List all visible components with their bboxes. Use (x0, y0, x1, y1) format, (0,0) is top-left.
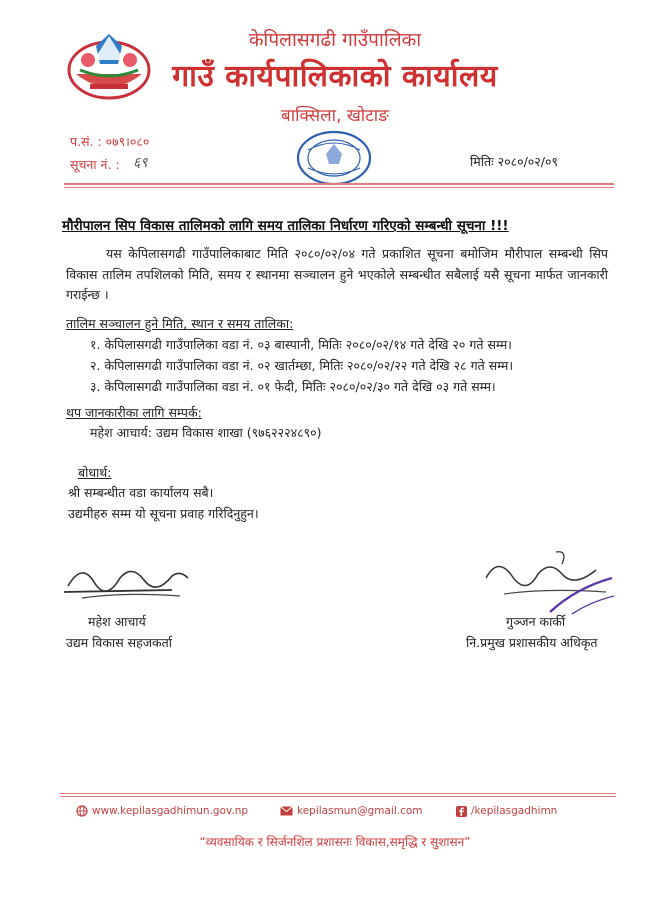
document-date: मितिः २०८०/०२/०९ (470, 154, 558, 169)
facebook-icon (456, 806, 467, 817)
cc-line: श्री सम्बन्धीत वडा कार्यालय सबै। (68, 485, 214, 500)
footer-email-text: kepilasmun@gmail.com (297, 805, 423, 817)
contact-person: महेश आचार्य: उद्यम विकास शाखा (९७६२२२४८९०) (90, 425, 322, 440)
schedule-item: २. केपिलासगढी गाउँपालिका वडा नं. ०२ खार्तम्छा, मितिः २०८०/०२/२२ गते देखि २८ गते सम्म। (90, 358, 514, 373)
notice-number: ६९ (133, 155, 148, 171)
footer-facebook[interactable] (456, 805, 557, 817)
footer-slogan: “व्यवसायिक र सिर्जनशिल प्रशासनः विकास,समृद्धि र सुशासन” (199, 835, 471, 849)
office-name: केपिलासगढी गाउँपालिका (248, 29, 422, 51)
cc-heading: बोधार्थ: (78, 465, 112, 480)
footer-divider (60, 793, 616, 794)
footer-website[interactable] (76, 805, 248, 817)
notice-number-label: सूचना नं. : (70, 157, 120, 172)
office-stamp-icon (294, 130, 374, 186)
notice-subject: मौरीपालन सिप विकास तालिमको लागि समय तालिका निर्धारण गरिएको सम्बन्धी सूचना !!! (62, 218, 509, 234)
footer-divider-thin (60, 796, 616, 797)
globe-icon (76, 805, 88, 817)
cc-line: उद्यमीहरु सम्म यो सूचना प्रवाह गरिदिनुहुन। (68, 506, 259, 521)
mail-icon (280, 806, 293, 816)
schedule-heading: तालिम सञ्चालन हुने मिति, स्थान र समय तालिका: (66, 316, 294, 331)
right-signatory-title: नि.प्रमुख प्रशासकीय अधिकृत (466, 635, 598, 650)
main-title: गाउँ कार्यपालिकाको कार्यालय (172, 59, 498, 94)
footer-website-text: www.kepilasgadhimun.gov.np (92, 805, 249, 817)
header-divider (64, 183, 614, 185)
left-signature-icon (62, 556, 194, 602)
reference-number: प.सं. : ०७९।०८० (70, 134, 150, 149)
contact-heading: थप जानकारीका लागि सम्पर्क: (66, 405, 202, 420)
office-address: बाक्सिला, खोटाङ (280, 106, 389, 126)
left-signatory-name: महेश आचार्य (88, 614, 146, 629)
footer-email[interactable] (280, 805, 423, 817)
left-signatory-title: उद्यम विकास सहजकर्ता (66, 635, 172, 650)
notice-body: यस केपिलासगढी गाउँपालिकाबाट मिति २०८०/०२/०४ गते प्रकाशित सूचना बमोजिम मौरीपाल सम्बन्धी सिप विकास तालिम तपशिलको मिति, समय र स्थानमा सञ्चालन हुने भएकोले सम्बन्धीत सबैलाई यसै सूचना मार्फत जानकारी गराईन्छ । (66, 246, 608, 302)
schedule-item: १. केपिलासगढी गाउँपालिका वडा नं. ०३ बास्पानी, मितिः २०८०/०२/१४ गते देखि २० गते सम्म। (90, 337, 512, 352)
header-divider-thin (64, 187, 614, 188)
schedule-item: ३. केपिलासगढी गाउँपालिका वडा नं. ०१ फेदी, मितिः २०८०/०२/३० गते देखि ०३ गते सम्म। (90, 379, 496, 394)
right-signature-icon (476, 548, 616, 618)
footer-facebook-text: /kepilasgadhimn (471, 805, 558, 817)
right-signatory-name: गुञ्जन कार्की (506, 614, 566, 629)
